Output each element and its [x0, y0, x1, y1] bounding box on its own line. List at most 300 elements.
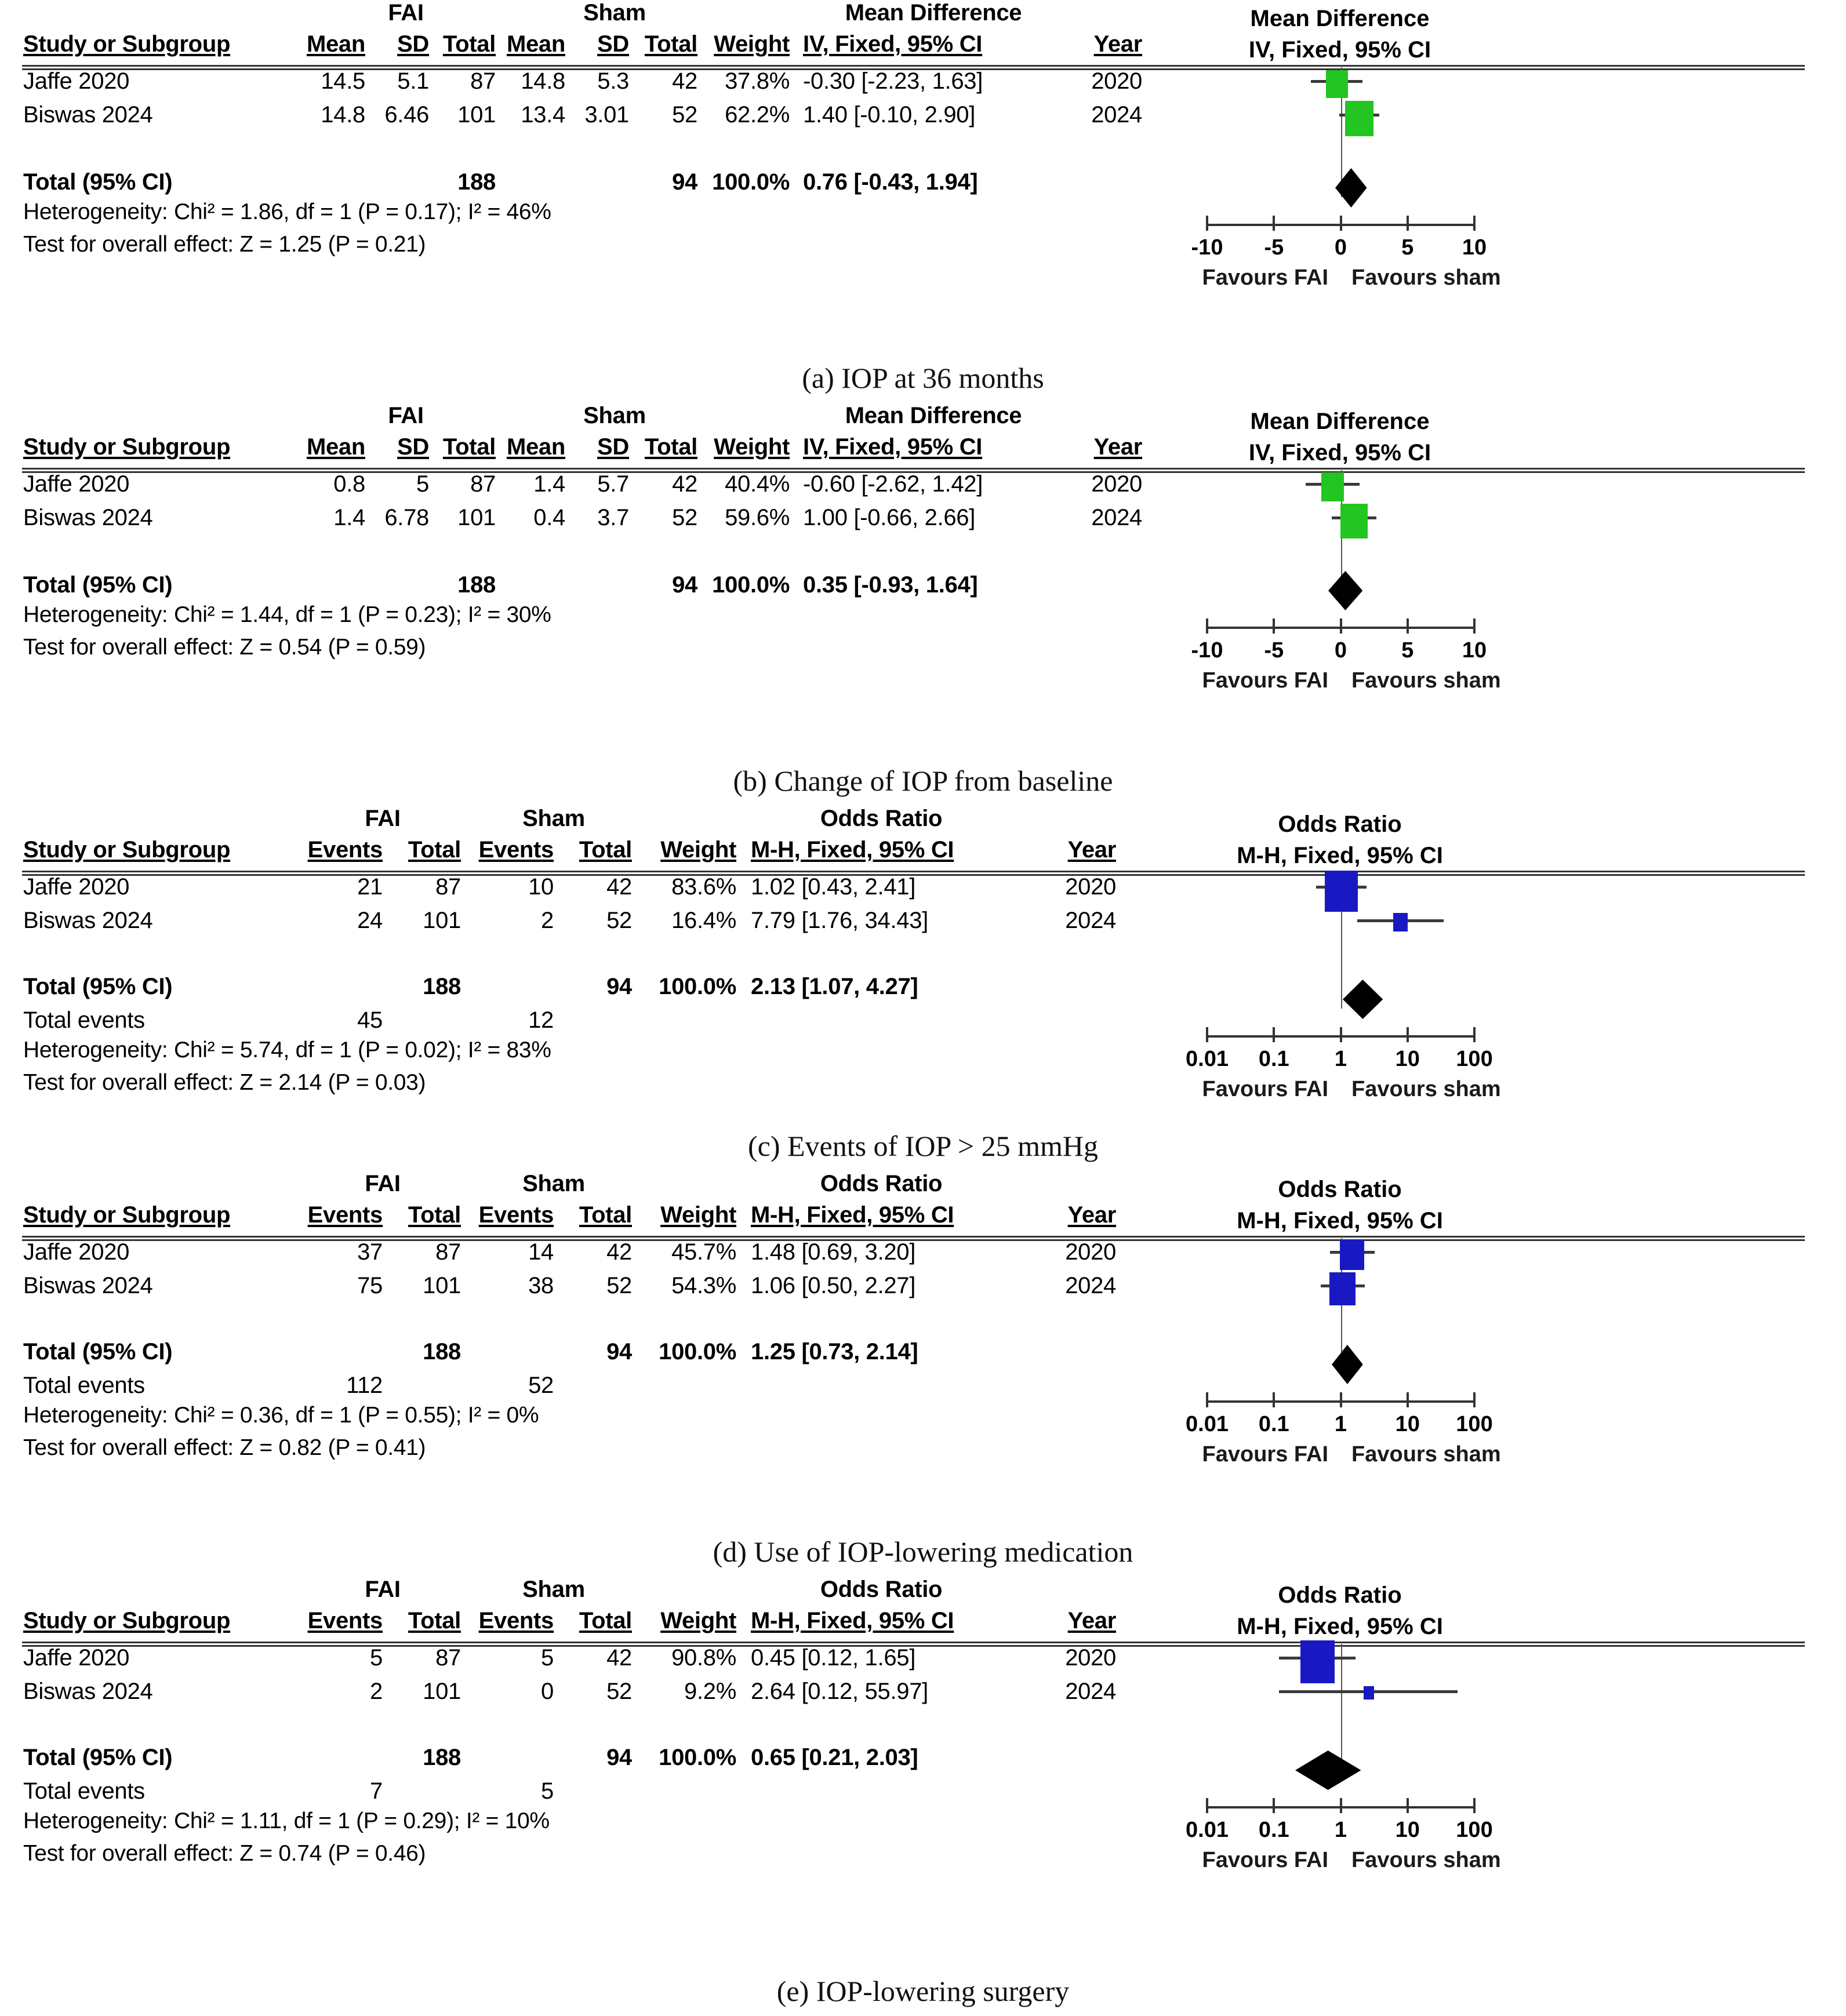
- plot-measure-title: Odds Ratio: [1278, 1582, 1402, 1608]
- cell-mean2: 14.8: [521, 68, 565, 94]
- total-events-sham: 52: [528, 1373, 554, 1398]
- heterogeneity-row: [0, 1038, 1218, 1070]
- x-axis-tick: [1273, 1798, 1275, 1813]
- panel-b-group-header: [0, 403, 1218, 434]
- cell-sd2: 3.01: [584, 102, 629, 128]
- cell-sd2: 3.7: [597, 505, 629, 530]
- cell-study: Biswas 2024: [23, 102, 153, 128]
- forest-panel-c: [0, 806, 1846, 1171]
- cell-year: 2024: [1065, 1273, 1116, 1298]
- cell-sd1: 5: [416, 471, 429, 497]
- col-header-sd2: SD: [597, 434, 629, 460]
- cell-year: 2024: [1091, 102, 1142, 128]
- x-axis-tick-label: 100: [1456, 1818, 1493, 1842]
- cell-total1: 87: [435, 1645, 461, 1671]
- cell-effect: 2.64 [0.12, 55.97]: [751, 1679, 928, 1704]
- row-spacer: [0, 938, 1218, 970]
- x-axis-tick: [1273, 216, 1275, 231]
- cell-weight: 37.8%: [725, 68, 790, 94]
- table-row: [0, 1679, 1218, 1712]
- x-axis-tick: [1340, 1027, 1342, 1042]
- cell-total2: 52: [672, 505, 697, 530]
- cell-mean2: 0.4: [533, 505, 565, 530]
- cell-sd2: 5.7: [597, 471, 629, 497]
- x-axis-tick-label: 10: [1395, 1047, 1420, 1071]
- cell-events1: 2: [370, 1679, 383, 1704]
- effect-estimate-marker: [1393, 913, 1408, 931]
- cell-sd1: 6.78: [384, 505, 429, 530]
- table-row: [0, 471, 1218, 505]
- table-row: [0, 1239, 1218, 1273]
- panel-c-table: [0, 806, 1218, 1102]
- group-header-sham: Sham: [583, 403, 646, 428]
- total-row: [0, 169, 1218, 203]
- effect-estimate-marker: [1326, 70, 1348, 98]
- cell-year: 2020: [1065, 1645, 1116, 1671]
- favours-left-label: Favours FAI: [1202, 1442, 1328, 1466]
- cell-events2: 5: [541, 1645, 554, 1671]
- panel-e-column-header: [0, 1608, 1218, 1642]
- panel-d-column-header: [0, 1202, 1218, 1236]
- panel-a-table: [0, 0, 1218, 264]
- total-weight: 100.0%: [659, 1339, 736, 1364]
- x-axis-tick: [1273, 618, 1275, 634]
- total-weight: 100.0%: [712, 169, 790, 195]
- col-header-mean1: Mean: [306, 434, 365, 460]
- total-row: [0, 974, 1218, 1007]
- cell-events2: 14: [528, 1239, 554, 1265]
- col-header-events2: Events: [478, 837, 554, 863]
- col-header-year: Year: [1067, 1608, 1116, 1633]
- total-sham: 94: [672, 572, 697, 598]
- cell-study: Biswas 2024: [23, 505, 153, 530]
- cell-study: Jaffe 2020: [23, 471, 130, 497]
- x-axis-tick-label: 0.01: [1186, 1818, 1229, 1842]
- col-header-total1: Total: [442, 31, 496, 57]
- favours-left-label: Favours FAI: [1202, 265, 1328, 290]
- col-header-weight: Weight: [714, 31, 790, 57]
- total-fai: 188: [423, 1339, 461, 1364]
- plot-method-title: M-H, Fixed, 95% CI: [1237, 1208, 1443, 1233]
- heterogeneity-row: [0, 199, 1218, 232]
- x-axis-tick: [1473, 216, 1476, 231]
- cell-weight: 90.8%: [671, 1645, 736, 1671]
- confidence-interval-line: [1330, 1251, 1375, 1254]
- cell-sd2: 5.3: [597, 68, 629, 94]
- null-effect-line: [1341, 470, 1342, 600]
- col-header-sd2: SD: [597, 31, 629, 57]
- favours-left-label: Favours FAI: [1202, 1077, 1328, 1101]
- cell-total2: 52: [606, 1679, 632, 1704]
- panel-c-caption: (c) Events of IOP > 25 mmHg: [747, 1130, 1099, 1162]
- panel-b-caption: (b) Change of IOP from baseline: [733, 765, 1113, 797]
- cell-weight: 54.3%: [671, 1273, 736, 1298]
- cell-events1: 24: [357, 908, 383, 933]
- x-axis-tick-label: 0.1: [1258, 1412, 1289, 1436]
- group-header-fai: FAI: [388, 0, 424, 26]
- x-axis-tick-label: 10: [1462, 638, 1487, 663]
- x-axis-line: [1207, 1400, 1474, 1403]
- effect-estimate-marker: [1364, 1686, 1375, 1700]
- forest-panel-d: [0, 1171, 1846, 1577]
- col-header-year: Year: [1067, 837, 1116, 863]
- panel-d-caption: (d) Use of IOP-lowering medication: [713, 1535, 1133, 1568]
- x-axis-tick: [1273, 1392, 1275, 1407]
- group-header-sham: Sham: [583, 0, 646, 26]
- cell-total1: 87: [470, 68, 496, 94]
- row-spacer: [0, 1303, 1218, 1335]
- col-header-events1: Events: [307, 837, 383, 863]
- total-fai: 188: [423, 1745, 461, 1770]
- x-axis-line: [1207, 1806, 1474, 1808]
- cell-mean2: 1.4: [533, 471, 565, 497]
- cell-study: Jaffe 2020: [23, 1239, 130, 1265]
- x-axis-line: [1207, 224, 1474, 226]
- x-axis-tick: [1473, 1027, 1476, 1042]
- x-axis-tick-label: 10: [1395, 1818, 1420, 1842]
- plot-measure-title: Odds Ratio: [1278, 812, 1402, 837]
- cell-effect: 1.00 [-0.66, 2.66]: [803, 505, 976, 530]
- col-header-mean2: Mean: [506, 434, 565, 460]
- total-events-row: [0, 1778, 1218, 1812]
- cell-total2: 42: [672, 471, 697, 497]
- col-header-weight: Weight: [660, 1608, 736, 1633]
- col-header-total1: Total: [442, 434, 496, 460]
- col-header-effect: M-H, Fixed, 95% CI: [751, 1202, 954, 1228]
- cell-year: 2020: [1091, 68, 1142, 94]
- total-events-row: [0, 1373, 1218, 1406]
- forest-panel-a: [0, 0, 1846, 403]
- col-header-events1: Events: [307, 1202, 383, 1228]
- pooled-effect-diamond: [1343, 980, 1383, 1019]
- total-row: [0, 1339, 1218, 1373]
- col-header-year: Year: [1067, 1202, 1116, 1228]
- x-axis-tick-label: 0: [1334, 235, 1347, 260]
- x-axis-tick-label: -10: [1191, 638, 1223, 663]
- table-row: [0, 1273, 1218, 1307]
- overall-effect-row: [0, 635, 1218, 667]
- table-row: [0, 505, 1218, 538]
- cell-study: Biswas 2024: [23, 1273, 153, 1298]
- cell-year: 2020: [1091, 471, 1142, 497]
- confidence-interval-line: [1357, 919, 1444, 922]
- plot-method-title: M-H, Fixed, 95% CI: [1237, 843, 1443, 868]
- x-axis-tick: [1473, 1798, 1476, 1813]
- heterogeneity-text: Heterogeneity: Chi² = 5.74, df = 1 (P = 0.02); I² = 83%: [23, 1038, 551, 1062]
- cell-weight: 40.4%: [725, 471, 790, 497]
- col-header-total2: Total: [644, 434, 697, 460]
- x-axis-tick-label: 100: [1456, 1412, 1493, 1436]
- null-effect-line: [1341, 873, 1342, 1009]
- total-fai: 188: [423, 974, 461, 999]
- total-fai: 188: [457, 572, 496, 598]
- panel-a-group-header: [0, 0, 1218, 31]
- cell-total2: 42: [672, 68, 697, 94]
- overall-effect-text: Test for overall effect: Z = 0.82 (P = 0.41): [23, 1435, 426, 1460]
- total-sham: 94: [606, 1339, 632, 1364]
- plot-method-title: M-H, Fixed, 95% CI: [1237, 1614, 1443, 1639]
- effect-estimate-marker: [1345, 101, 1373, 136]
- heterogeneity-text: Heterogeneity: Chi² = 0.36, df = 1 (P = 0.55); I² = 0%: [23, 1403, 539, 1428]
- heterogeneity-row: [0, 602, 1218, 635]
- col-header-mean1: Mean: [306, 31, 365, 57]
- col-header-study: Study or Subgroup: [23, 837, 231, 863]
- group-header-sham: Sham: [522, 1577, 585, 1602]
- x-axis-tick: [1273, 1027, 1275, 1042]
- cell-study: Biswas 2024: [23, 1679, 153, 1704]
- plot-method-title: IV, Fixed, 95% CI: [1248, 37, 1431, 63]
- overall-effect-text: Test for overall effect: Z = 0.74 (P = 0.46): [23, 1841, 426, 1866]
- plot-method-title: IV, Fixed, 95% CI: [1248, 440, 1431, 465]
- cell-total2: 42: [606, 1645, 632, 1671]
- cell-effect: 1.06 [0.50, 2.27]: [751, 1273, 916, 1298]
- total-effect: 1.25 [0.73, 2.14]: [751, 1339, 918, 1364]
- x-axis-tick-label: 1: [1334, 1818, 1347, 1842]
- panel-b-column-header: [0, 434, 1218, 468]
- cell-mean1: 14.8: [321, 102, 365, 128]
- x-axis-tick-label: -5: [1264, 235, 1284, 260]
- total-sham: 94: [672, 169, 697, 195]
- cell-total1: 87: [470, 471, 496, 497]
- confidence-interval-line: [1279, 1690, 1458, 1693]
- total-events-label: Total events: [23, 1007, 145, 1033]
- cell-year: 2020: [1065, 1239, 1116, 1265]
- favours-left-label: Favours FAI: [1202, 668, 1328, 693]
- x-axis-tick: [1407, 618, 1409, 634]
- cell-total2: 42: [606, 1239, 632, 1265]
- total-events-fai: 112: [346, 1373, 383, 1398]
- x-axis-tick-label: -10: [1191, 235, 1223, 260]
- x-axis-tick: [1473, 618, 1476, 634]
- confidence-interval-line: [1332, 516, 1376, 519]
- total-sham: 94: [606, 1745, 632, 1770]
- row-spacer: [0, 535, 1218, 569]
- confidence-interval-line: [1339, 114, 1379, 117]
- overall-effect-row: [0, 1435, 1218, 1468]
- x-axis-tick-label: 10: [1395, 1412, 1420, 1436]
- cell-year: 2024: [1065, 908, 1116, 933]
- favours-right-label: Favours sham: [1351, 1848, 1501, 1872]
- null-effect-line: [1341, 1238, 1342, 1374]
- favours-right-label: Favours sham: [1351, 265, 1501, 290]
- col-header-effect: IV, Fixed, 95% CI: [803, 434, 983, 460]
- panel-c-group-header: [0, 806, 1218, 837]
- cell-total2: 42: [606, 874, 632, 900]
- x-axis-tick: [1407, 216, 1409, 231]
- total-events-label: Total events: [23, 1778, 145, 1804]
- pooled-effect-diamond: [1328, 571, 1362, 610]
- heterogeneity-row: [0, 1808, 1218, 1841]
- overall-effect-row: [0, 1070, 1218, 1102]
- cell-events1: 5: [370, 1645, 383, 1671]
- cell-study: Jaffe 2020: [23, 1645, 130, 1671]
- heterogeneity-text: Heterogeneity: Chi² = 1.11, df = 1 (P = 0.29); I² = 10%: [23, 1808, 550, 1833]
- x-axis-tick: [1407, 1392, 1409, 1407]
- cell-weight: 59.6%: [725, 505, 790, 530]
- x-axis-tick: [1407, 1798, 1409, 1813]
- cell-total1: 101: [457, 505, 496, 530]
- panel-a-caption: (a) IOP at 36 months: [802, 362, 1044, 394]
- cell-total2: 52: [606, 908, 632, 933]
- total-effect: 2.13 [1.07, 4.27]: [751, 974, 918, 999]
- cell-mean1: 1.4: [333, 505, 365, 530]
- effect-estimate-marker: [1340, 504, 1368, 538]
- total-events-fai: 7: [370, 1778, 383, 1804]
- x-axis-tick-label: 0: [1334, 638, 1347, 663]
- col-header-total2: Total: [579, 1608, 632, 1633]
- x-axis-tick-label: -5: [1264, 638, 1284, 663]
- x-axis-tick-label: 0.1: [1258, 1047, 1289, 1071]
- cell-effect: 1.02 [0.43, 2.41]: [751, 874, 916, 900]
- x-axis-line: [1207, 1035, 1474, 1038]
- panel-c-column-header: [0, 837, 1218, 871]
- total-effect: 0.76 [-0.43, 1.94]: [803, 169, 978, 195]
- forest-panel-e: [0, 1577, 1846, 2016]
- cell-study: Jaffe 2020: [23, 874, 130, 900]
- effect-estimate-marker: [1300, 1640, 1335, 1683]
- table-row: [0, 1645, 1218, 1679]
- total-row: [0, 572, 1218, 606]
- effect-measure-title: Mean Difference: [845, 0, 1022, 26]
- heterogeneity-text: Heterogeneity: Chi² = 1.44, df = 1 (P = 0.23); I² = 30%: [23, 602, 551, 627]
- col-header-effect: M-H, Fixed, 95% CI: [751, 837, 954, 863]
- cell-total1: 101: [423, 1679, 461, 1704]
- panel-e-caption: (e) IOP-lowering surgery: [776, 1975, 1070, 2007]
- null-effect-line: [1341, 1644, 1342, 1780]
- total-weight: 100.0%: [712, 572, 790, 598]
- effect-estimate-marker: [1329, 1272, 1356, 1305]
- col-header-sd1: SD: [397, 31, 429, 57]
- col-header-total2: Total: [579, 837, 632, 863]
- group-header-fai: FAI: [365, 806, 401, 831]
- cell-weight: 62.2%: [725, 102, 790, 128]
- panel-a-column-header: [0, 31, 1218, 65]
- col-header-study: Study or Subgroup: [23, 1608, 231, 1633]
- panel-b-table: [0, 403, 1218, 667]
- cell-weight: 9.2%: [684, 1679, 736, 1704]
- cell-effect: -0.30 [-2.23, 1.63]: [803, 68, 983, 94]
- effect-estimate-marker: [1340, 1240, 1364, 1270]
- col-header-study: Study or Subgroup: [23, 31, 231, 57]
- col-header-sd1: SD: [397, 434, 429, 460]
- group-header-sham: Sham: [522, 1171, 585, 1196]
- col-header-events1: Events: [307, 1608, 383, 1633]
- total-sham: 94: [606, 974, 632, 999]
- x-axis-tick-label: 0.1: [1258, 1818, 1289, 1842]
- col-header-total1: Total: [408, 1202, 461, 1228]
- col-header-weight: Weight: [714, 434, 790, 460]
- cell-events1: 37: [357, 1239, 383, 1265]
- confidence-interval-line: [1306, 483, 1360, 486]
- cell-sd1: 5.1: [397, 68, 429, 94]
- plot-measure-title: Mean Difference: [1250, 409, 1430, 434]
- effect-estimate-marker: [1321, 472, 1344, 501]
- effect-measure-title: Odds Ratio: [820, 806, 943, 831]
- x-axis-tick-label: 0.01: [1186, 1047, 1229, 1071]
- x-axis-tick: [1340, 1798, 1342, 1813]
- total-events-sham: 5: [541, 1778, 554, 1804]
- favours-right-label: Favours sham: [1351, 1442, 1501, 1466]
- cell-events2: 0: [541, 1679, 554, 1704]
- col-header-effect: IV, Fixed, 95% CI: [803, 31, 983, 57]
- cell-sd1: 6.46: [384, 102, 429, 128]
- x-axis-tick: [1473, 1392, 1476, 1407]
- overall-effect-row: [0, 232, 1218, 264]
- x-axis-tick: [1340, 1392, 1342, 1407]
- confidence-interval-line: [1316, 886, 1366, 889]
- total-weight: 100.0%: [659, 974, 736, 999]
- cell-total1: 87: [435, 874, 461, 900]
- x-axis-tick-label: 0.01: [1186, 1412, 1229, 1436]
- forest-panel-b: [0, 403, 1846, 806]
- pooled-effect-diamond: [1295, 1751, 1361, 1790]
- x-axis-tick-label: 5: [1401, 235, 1414, 260]
- cell-weight: 45.7%: [671, 1239, 736, 1265]
- panel-e-table: [0, 1577, 1218, 1873]
- x-axis-tick-label: 100: [1456, 1047, 1493, 1071]
- table-row: [0, 874, 1218, 908]
- cell-total1: 87: [435, 1239, 461, 1265]
- cell-study: Jaffe 2020: [23, 68, 130, 94]
- total-fai: 188: [457, 169, 496, 195]
- panel-d-table: [0, 1171, 1218, 1468]
- total-label: Total (95% CI): [23, 1745, 173, 1770]
- row-spacer: [0, 1709, 1218, 1741]
- x-axis-tick-label: 1: [1334, 1047, 1347, 1071]
- cell-year: 2020: [1065, 874, 1116, 900]
- cell-total1: 101: [457, 102, 496, 128]
- cell-mean1: 0.8: [333, 471, 365, 497]
- col-header-events2: Events: [478, 1608, 554, 1633]
- table-row: [0, 908, 1218, 941]
- col-header-weight: Weight: [660, 1202, 736, 1228]
- total-label: Total (95% CI): [23, 974, 173, 999]
- total-events-row: [0, 1007, 1218, 1041]
- cell-total2: 52: [672, 102, 697, 128]
- overall-effect-text: Test for overall effect: Z = 2.14 (P = 0.03): [23, 1070, 426, 1095]
- cell-effect: -0.60 [-2.62, 1.42]: [803, 471, 983, 497]
- cell-effect: 1.48 [0.69, 3.20]: [751, 1239, 916, 1265]
- total-events-fai: 45: [357, 1007, 383, 1033]
- col-header-total2: Total: [644, 31, 697, 57]
- cell-study: Biswas 2024: [23, 908, 153, 933]
- pooled-effect-diamond: [1332, 1345, 1363, 1384]
- col-header-year: Year: [1093, 31, 1142, 57]
- col-header-events2: Events: [478, 1202, 554, 1228]
- cell-events1: 75: [357, 1273, 383, 1298]
- overall-effect-text: Test for overall effect: Z = 1.25 (P = 0.21): [23, 232, 426, 257]
- cell-weight: 83.6%: [671, 874, 736, 900]
- cell-events1: 21: [357, 874, 383, 900]
- favours-right-label: Favours sham: [1351, 1077, 1501, 1101]
- total-label: Total (95% CI): [23, 169, 173, 195]
- col-header-study: Study or Subgroup: [23, 1202, 231, 1228]
- total-effect: 0.65 [0.21, 2.03]: [751, 1745, 918, 1770]
- cell-events2: 38: [528, 1273, 554, 1298]
- confidence-interval-line: [1279, 1657, 1355, 1660]
- plot-measure-title: Odds Ratio: [1278, 1177, 1402, 1202]
- group-header-fai: FAI: [365, 1577, 401, 1602]
- col-header-study: Study or Subgroup: [23, 434, 231, 460]
- x-axis-tick-label: 5: [1401, 638, 1414, 663]
- cell-events2: 10: [528, 874, 554, 900]
- col-header-year: Year: [1093, 434, 1142, 460]
- group-header-fai: FAI: [365, 1171, 401, 1196]
- overall-effect-row: [0, 1841, 1218, 1873]
- x-axis-tick: [1407, 1027, 1409, 1042]
- total-weight: 100.0%: [659, 1745, 736, 1770]
- heterogeneity-row: [0, 1403, 1218, 1435]
